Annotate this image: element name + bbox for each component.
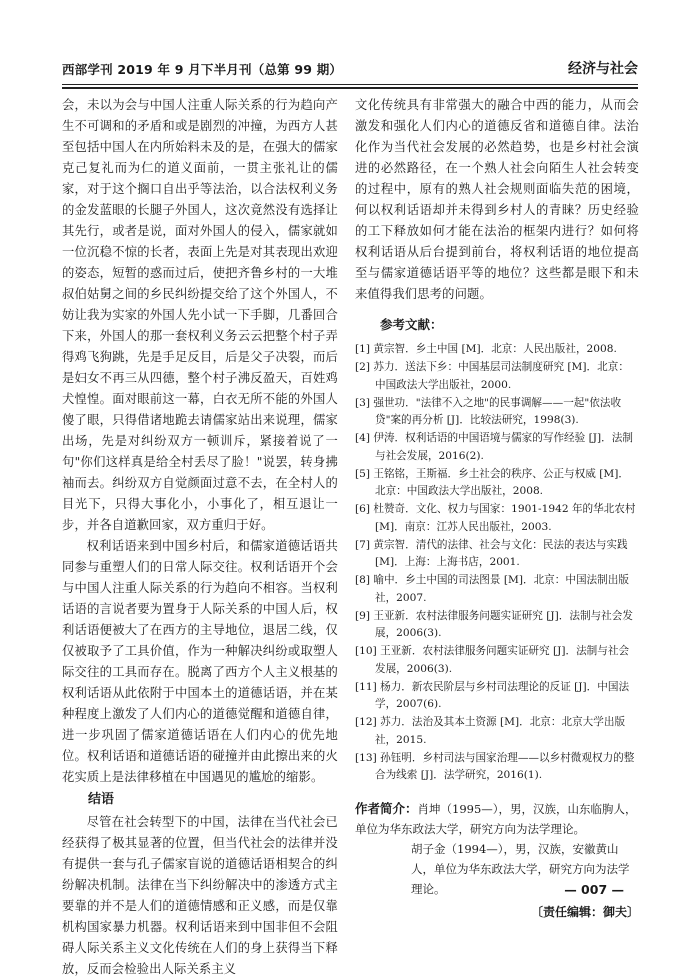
author-label: 作者简介：: [355, 800, 418, 816]
body-paragraph: 尽管在社会转型下的中国，法律在当代社会已经获得了极其显著的位置，但当代社会的法律并没有提供一套与孔子儒家盲说的道德话语相契合的纠纷解决机制。法律在当下纠纷解决中的渗透方式主要靠的并不是人们的道德情感和正义感，而是仅靠机构国家暴力机器。权利话语来到中国非但不会阻碍人际关系主义文化传统在人们的身上获得当下释放，反而会检验出人际关系主义: [62, 815, 338, 976]
reference-item: [4] 伊涛．权利话语的中国语境与儒家的写作经验 [J]．法制与社会发展，2016(2).: [355, 432, 633, 462]
author-bio: 胡子金（1994—），男，汉族，安徽黄山人，单位为华东政法大学，研究方向为法学理论。: [411, 841, 630, 896]
reference-item: [5] 王铭铭，王斯福．乡土社会的秩序、公正与权威 [M]．北京：中国政法大学出版社，2008.: [355, 467, 629, 497]
page-number: — 007 —: [564, 882, 624, 897]
responsible-editor: 〔责任编辑：御夫〕: [530, 904, 639, 919]
body-paragraph: 文化传统具有非常强大的融合中西的能力，从而会激发和强化人们内心的道德反省和道德自律。法治化作为当代社会发展的必然趋势，也是乡村社会演进的必然路径，在一个熟人社会向陌生人社会转变的过程中，原有的熟人社会规则面临失范的困境，何以权利话语却并未得到乡村人的青睐？历史经验的工下释放如何才能在法治的框架内进行？如何将权利话语从后台提到前台，将权利话语的地位提高至与儒家道德话语平等的地位？这些都是眼下和未来值得我们思考的问题。: [355, 98, 639, 301]
journal-issue: 西部学刊 2019 年 9 月下半月刊（总第 99 期）: [62, 62, 343, 77]
reference-item: [2] 苏力．送法下乡：中国基层司法制度研究 [M]．北京：中国政法大学出版社，2000.: [355, 361, 629, 391]
reference-item: [9] 王亚新．农村法律服务问题实证研究 [J]．法制与社会发展，2006(3).: [355, 609, 633, 639]
section-name: 经济与社会: [568, 61, 638, 77]
right-column: [355, 95, 639, 920]
body-paragraph: 会，未以为会与中国人注重人际关系的行为趋向产生不可调和的矛盾和或是剧烈的冲撞，为西方人甚至包括中国人在内所始料未及的是，在强大的儒家克己复礼而为仁的道义面前，一贯主张礼让的儒家，对于这个搁口自出乎等法治，以合法权利义务的金发蓝眼的长腿子外国人，这次竟然没有选择让其先行，或者是说，面对外国人的侵入，儒家就如一位沉稳不惊的长者，表面上先是对其表现出欢迎的姿态，短暂的惑而过后，使把齐鲁乡村的一大堆叔伯姑舅之间的乡民纠纷提交给了这个外国人，不妨让我为实家的外国人先小试一下手脚，几番回合下来，外国人的那一套权利义务云云把整个村子弄得鸡飞狗跳，先是手足反目，后是父子决裂，而后是妇女不再三从四德，整个村子沸反盈天，百姓鸡犬惶惶。面对眼前这一幕，白衣无所不能的外国人傻了眼，只得借诸地跪去请儒家站出来说理，儒家出场，先是对纠纷双方一顿训斥，紧接着说了一句"你们这样真是给全村丢尽了脸！"说罢，转身拂袖而去。纠纷双方自觉颜面过意不去，在全村人的目光下，只得大事化小，小事化了，相互退让一步，并各自道歉回家，双方重归于好。: [62, 98, 338, 532]
references-list: [355, 341, 639, 785]
reference-item: [10] 王亚新．农村法律服务问题实证研究 [J]．法制与社会发展，2006(3).: [355, 645, 630, 675]
author-bio: 肖坤（1995—），男，汉族，山东临朐人，单位为华东政法大学，研究方向为法学理论。: [355, 801, 637, 836]
header-rule-thin: [62, 84, 638, 85]
body-paragraph: 权利话语来到中国乡村后，和儒家道德话语共同参与重塑人们的日常人际交往。权利话语开个会与中国人注重人际关系的行为趋向不相容。当权利话语的言说者要为置身于人际关系的中国人后，权利话语便被大了在西方的主导地位，退居二线，仅仅被取予了工具价值，作为一种解决纠纷或取塑人际交往的工具而存在。脱离了西方个人主义根基的权利话语从此依附于中国本土的道德话语，并在某种程度上激发了人们内心的道德觉醒和道德自律，进一步巩固了儒家道德话语在人们内心的优先地位。权利话语和道德话语的碰撞并由此擦出来的火花实质上是法律移植在中国遇见的尴尬的缩影。: [62, 539, 338, 784]
left-column: [62, 95, 338, 980]
reference-item: [6] 杜赞奇．文化、权力与国家：1901-1942 年的华北农村 [M]．南京：江苏人民出版社，2003.: [355, 503, 636, 533]
running-header: [62, 58, 638, 80]
header-rule-thick: [62, 87, 638, 89]
reference-item: [3] 强世功．"法律不入之地"的民事调解——一起"依法收贷"案的再分析 [J]．比较法研究，1998(3).: [355, 396, 622, 426]
reference-item: [8] 喻中．乡土中国的司法图景 [M]．北京：中国法制出版社，2007.: [355, 574, 629, 604]
reference-item: [11] 杨力．新农民阶层与乡村司法理论的反证 [J]．中国法学，2007(6).: [355, 680, 630, 710]
reference-item: [7] 黄宗智．清代的法律、社会与文化：民法的表达与实践 [M]．上海：上海书店，2001.: [355, 538, 628, 568]
references-heading: 参考文献：: [380, 317, 443, 332]
reference-item: [1] 黄宗智．乡土中国 [M]．北京：人民出版社，2008.: [355, 343, 617, 355]
reference-item: [13] 孙钰明．乡村司法与国家治理——以乡村微观权力的整合为线索 [J]．法学研究，2016(1).: [355, 751, 635, 781]
reference-item: [12] 苏力．法治及其本土资源 [M]．北京：北京大学出版社，2015.: [355, 716, 626, 746]
section-heading: 结语: [88, 792, 115, 807]
